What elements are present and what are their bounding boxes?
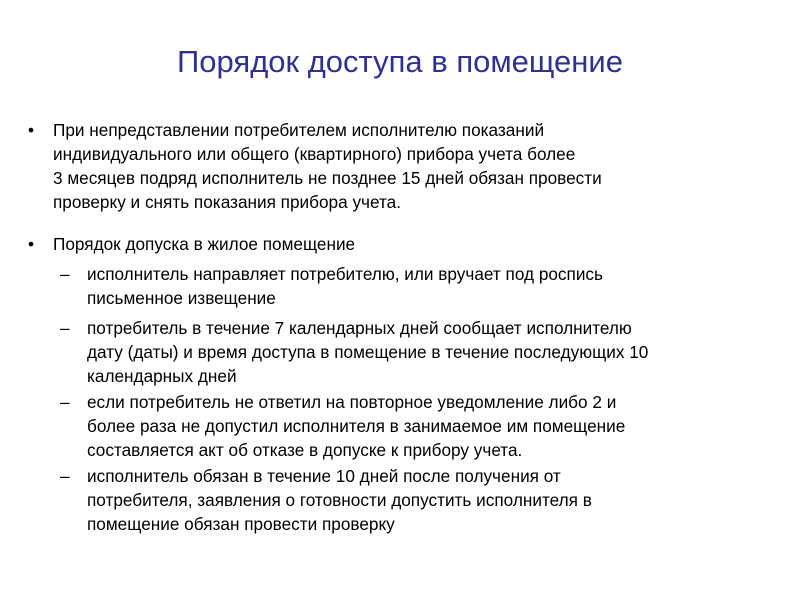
sub-line: помещение обязан провести проверку [87, 514, 395, 534]
bullet-line: 3 месяцев подряд исполнитель не позднее 15 дней обязан провести [53, 168, 602, 188]
sub-marker: – [60, 264, 70, 284]
sub-line: письменное извещение [87, 288, 276, 308]
slide-title: Порядок доступа в помещение [177, 44, 623, 79]
sub-line: составляется акт об отказе в допуске к прибору учета. [87, 440, 523, 460]
sub-text [87, 464, 747, 536]
bullet-text [53, 232, 743, 256]
bullet-text [53, 118, 743, 214]
bullet-marker: • [28, 120, 35, 140]
sub-line: более раза не допустил исполнителя в занимаемое им помещение [87, 416, 626, 436]
bullet-marker: • [28, 234, 35, 254]
bullet-line: Порядок допуска в жилое помещение [53, 234, 356, 254]
sub-marker: – [60, 466, 70, 486]
sub-line: потребителя, заявления о готовности допустить исполнителя в [87, 490, 592, 510]
sub-line: если потребитель не ответил на повторное уведомление либо 2 и [87, 392, 617, 412]
sub-text [87, 316, 747, 388]
bullet-line: индивидуального или общего (квартирного) прибора учета более [53, 144, 576, 164]
sub-text [87, 390, 747, 462]
sub-line: дату (даты) и время доступа в помещение в течение последующих 10 [87, 342, 649, 362]
bullet-line: проверку и снять показания прибора учета. [53, 192, 401, 212]
sub-line: исполнитель направляет потребителю, или вручает под роспись [87, 264, 603, 284]
sub-line: потребитель в течение 7 календарных дней сообщает исполнителю [87, 318, 632, 338]
sub-marker: – [60, 392, 70, 412]
sub-line: календарных дней [87, 366, 237, 386]
bullet-line: При непредставлении потребителем исполнителю показаний [53, 120, 545, 140]
sub-text [87, 262, 747, 310]
sub-marker: – [60, 318, 70, 338]
sub-line: исполнитель обязан в течение 10 дней после получения от [87, 466, 561, 486]
